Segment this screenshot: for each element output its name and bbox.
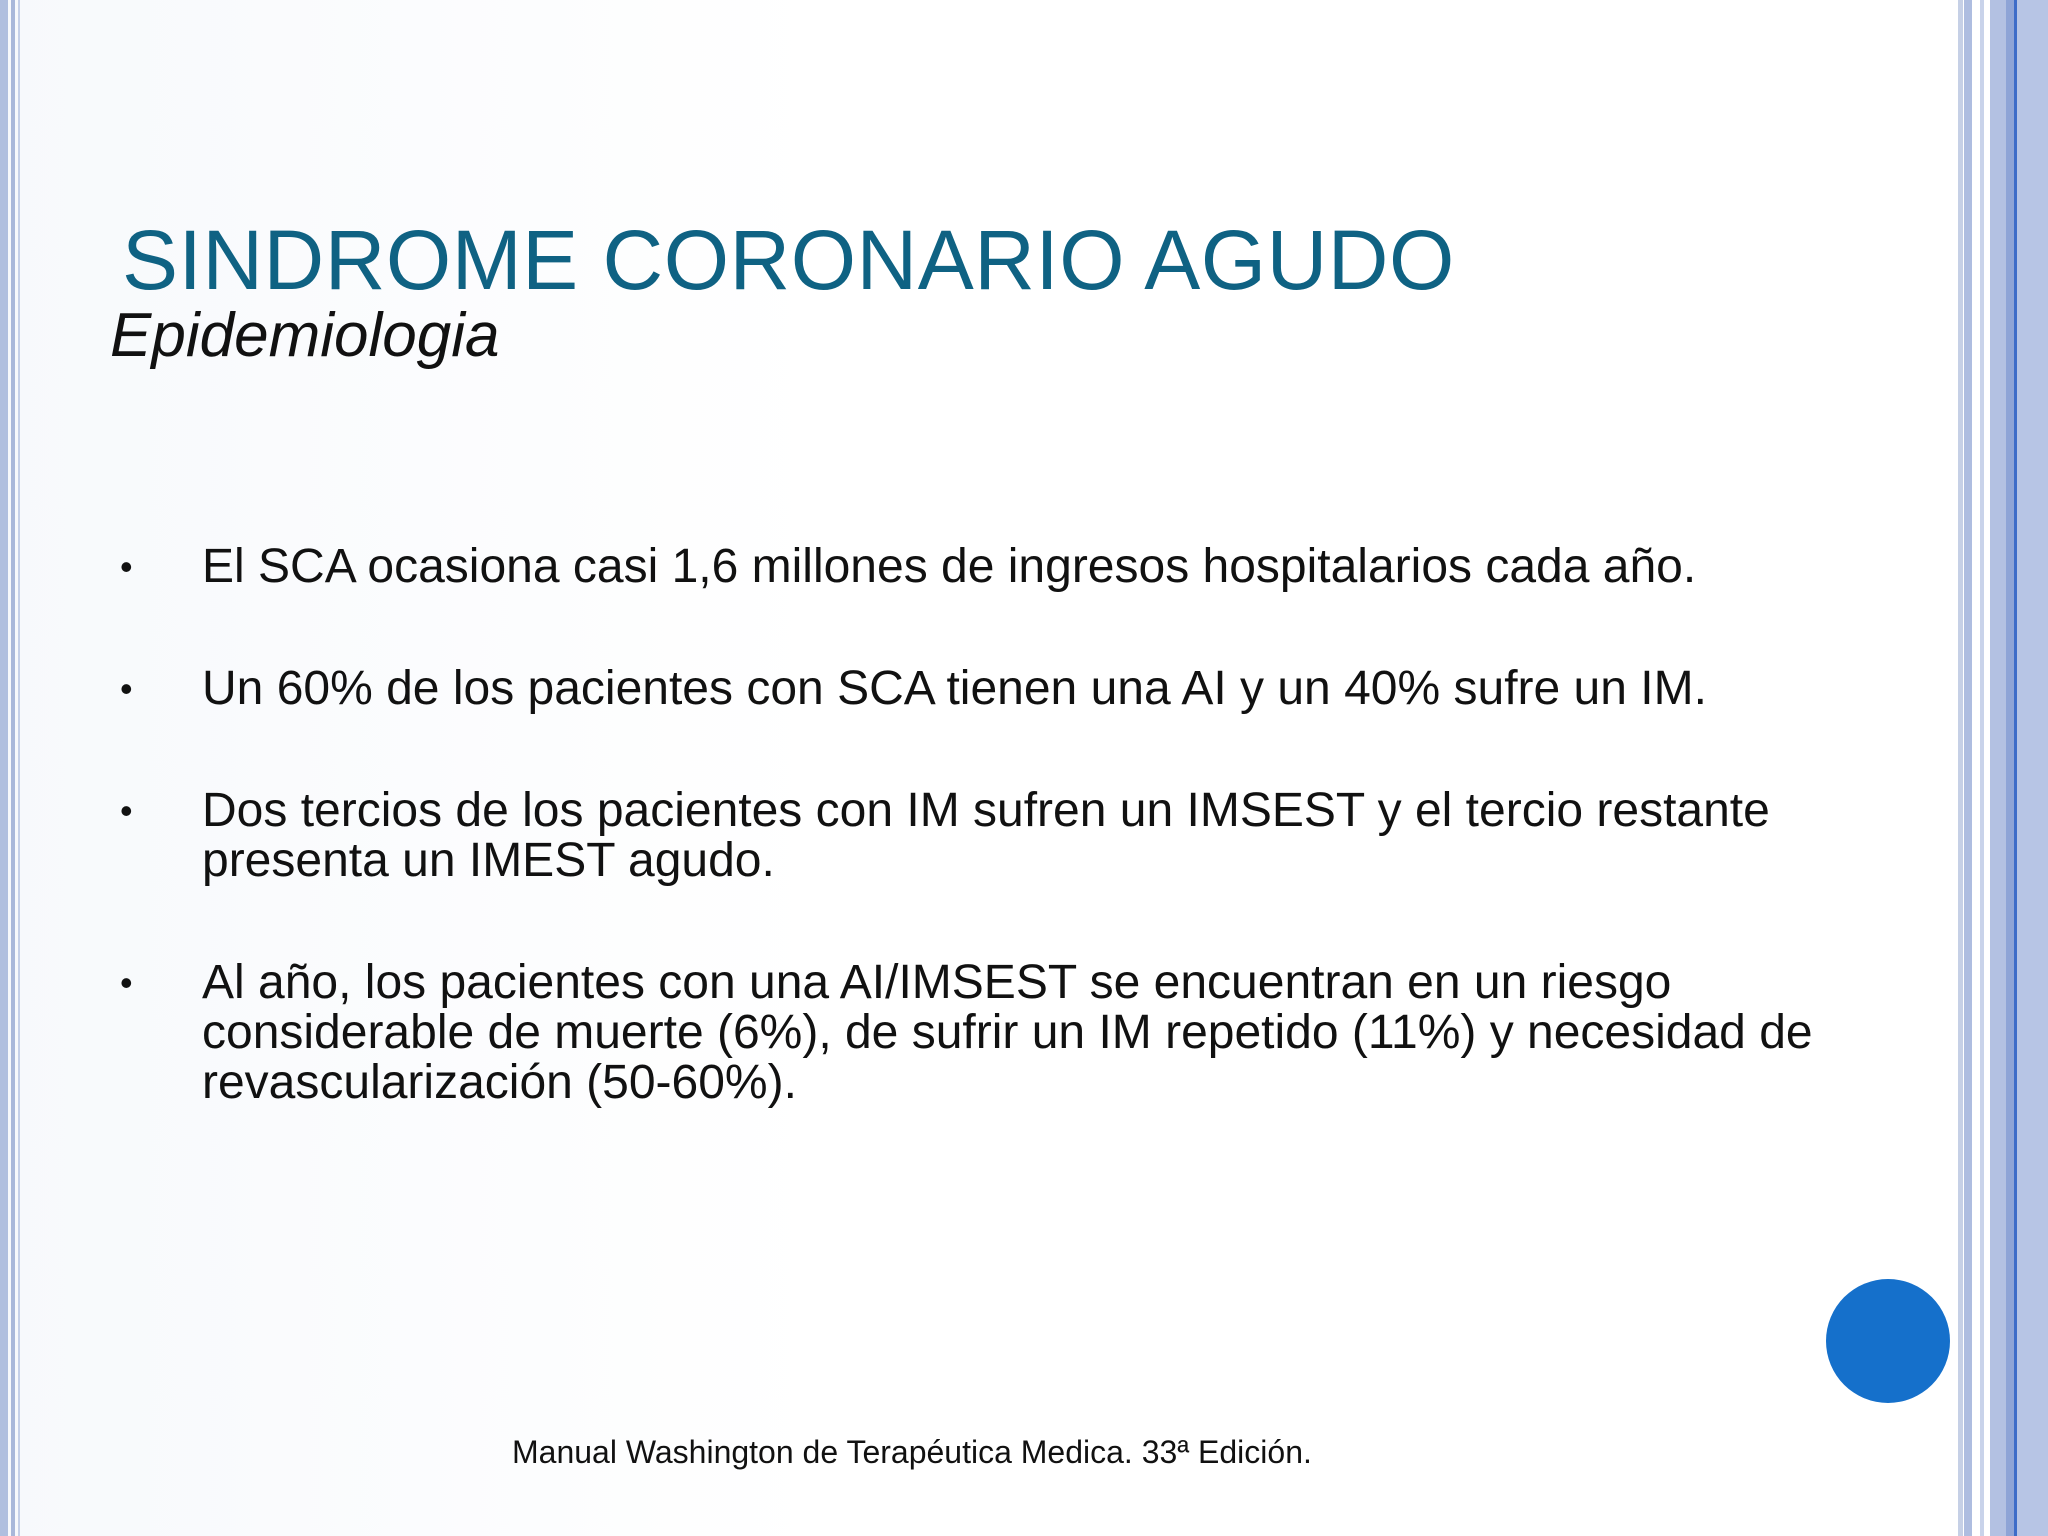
left-border-line <box>11 0 15 1536</box>
bullet-text: Un 60% de los pacientes con SCA tienen una AI y un 40% sufre un IM. <box>202 662 1707 715</box>
bullet-item <box>120 786 1950 886</box>
bullet-text: Dos tercios de los pacientes con IM sufren un IMSEST y el tercio restante presenta un IMEST agudo. <box>202 784 1770 887</box>
bullet-list <box>120 542 1950 1108</box>
bullet-text: Al año, los pacientes con una AI/IMSEST se encuentran en un riesgo considerable de muerte (6%), de sufrir un IM repetido (11%) y necesidad de revascularización (50-60%). <box>202 956 1813 1109</box>
right-border-stripe <box>2017 0 2048 1536</box>
right-border-stripe <box>2006 0 2014 1536</box>
right-border-stripe <box>1980 0 1984 1536</box>
bullet-item <box>120 542 1950 592</box>
right-border-stripe <box>1964 0 1972 1536</box>
left-border-line <box>0 0 8 1536</box>
decorative-circle <box>1826 1279 1950 1403</box>
right-border-stripe <box>1990 0 2006 1536</box>
bullet-item <box>120 958 1950 1108</box>
bullet-marker: • <box>120 668 133 709</box>
bullet-marker: • <box>120 546 133 587</box>
bullet-marker: • <box>120 790 133 831</box>
left-border-line <box>18 0 20 1536</box>
slide-title: SINDROME CORONARIO AGUDO <box>122 213 1455 307</box>
bullet-marker: • <box>120 962 133 1003</box>
right-border-decoration <box>1958 0 2048 1536</box>
bullet-item <box>120 664 1950 714</box>
left-border-decoration <box>0 0 26 1536</box>
slide-subtitle: Epidemiologia <box>110 301 500 370</box>
slide-footer-citation: Manual Washington de Terapéutica Medica. 33ª Edición. <box>512 1434 1312 1470</box>
right-border-stripe <box>1958 0 1963 1536</box>
bullet-text: El SCA ocasiona casi 1,6 millones de ingresos hospitalarios cada año. <box>202 540 1697 593</box>
